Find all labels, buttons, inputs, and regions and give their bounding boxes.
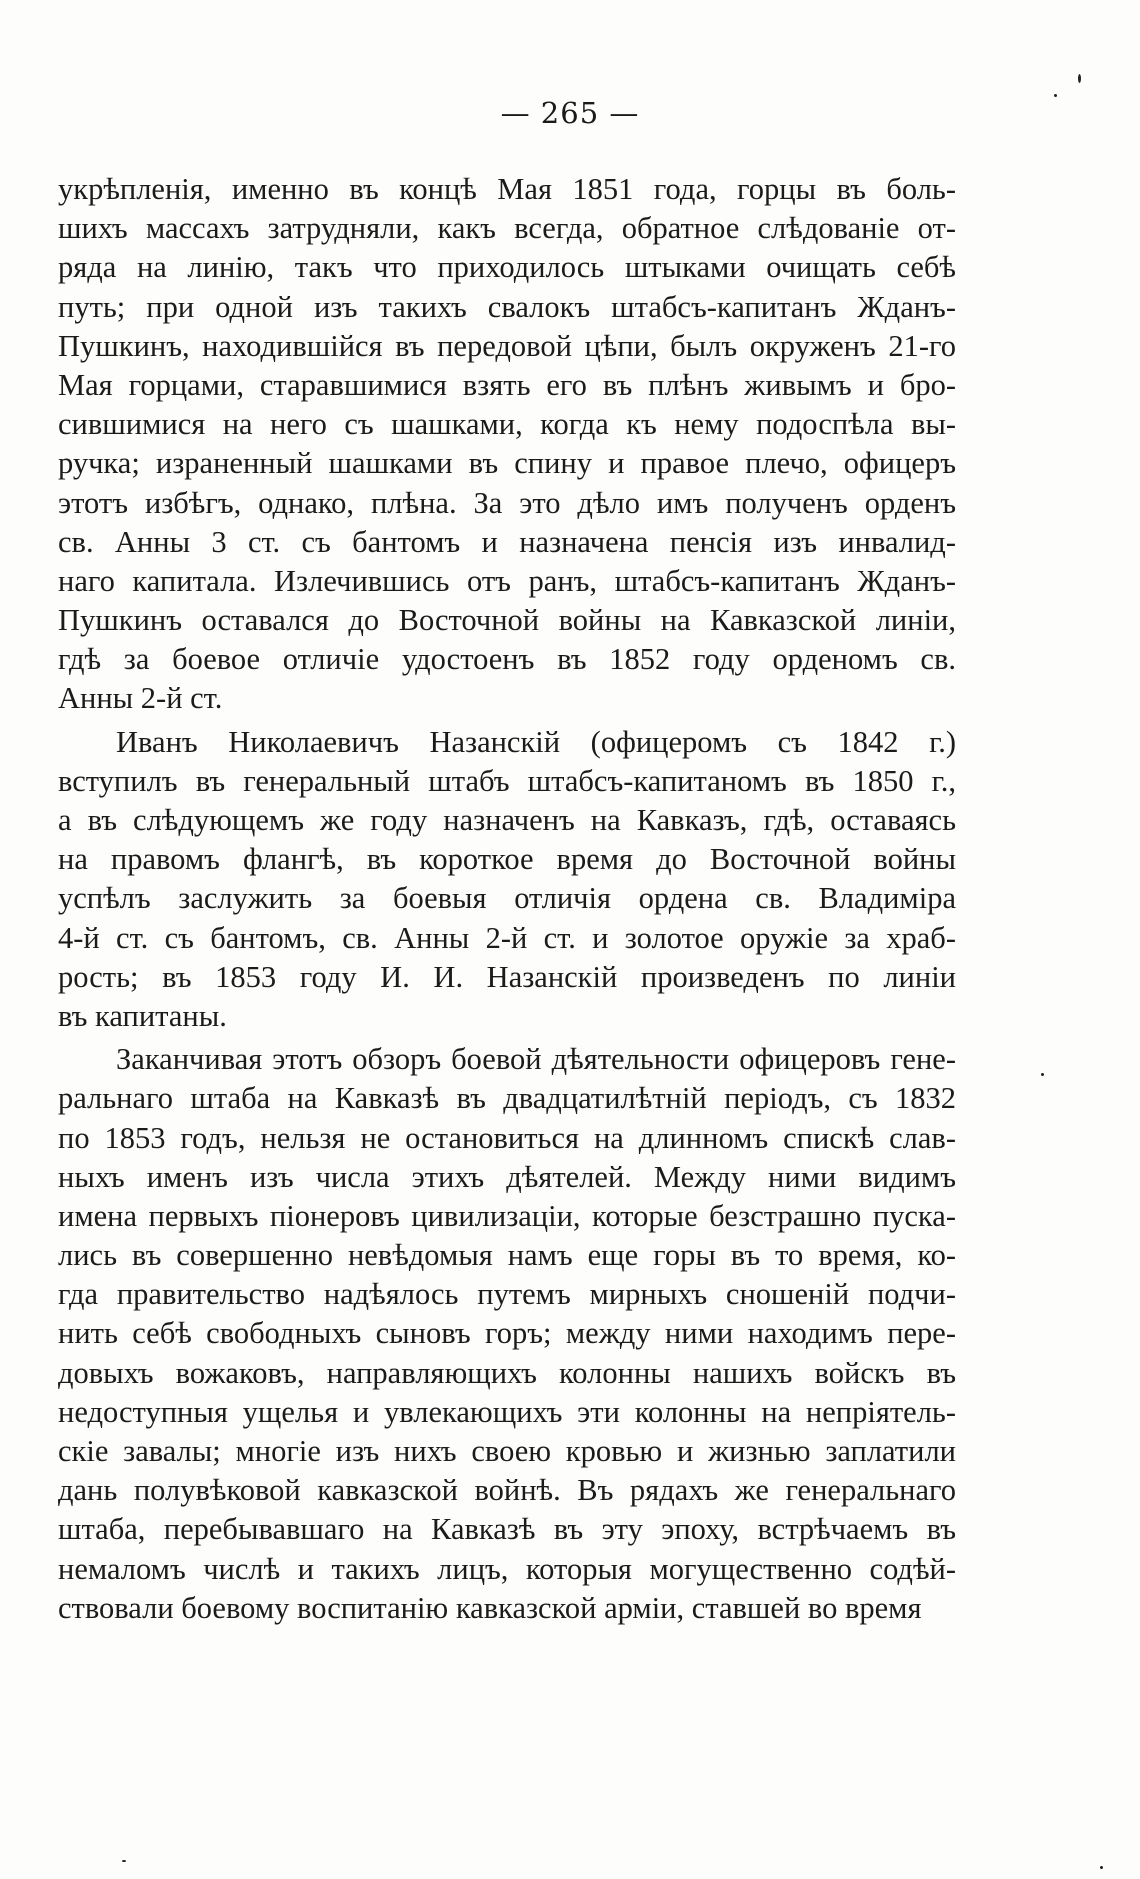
text-line: сившимися на него съ шашками, когда къ нему подоспѣла вы- <box>58 407 956 442</box>
text-line: рость; въ 1853 году И. И. Назанскій произведенъ по линіи <box>58 959 956 994</box>
text-line: Иванъ Николаевичъ Назанскій (офицеромъ съ 1842 г.) <box>116 724 956 759</box>
text-line: штаба, перебывавшаго на Кавказѣ въ эту эпоху, встрѣчаемъ въ <box>58 1512 956 1547</box>
text-line: Заканчивая этотъ обзоръ боевой дѣятельности офицеровъ гене- <box>116 1042 956 1077</box>
text-line: этотъ избѣгъ, однако, плѣна. За это дѣло имъ полученъ орденъ <box>58 485 956 520</box>
paragraph-1 <box>58 170 956 719</box>
text-line: укрѣпленія, именно въ концѣ Мая 1851 года, горцы въ боль- <box>58 172 956 206</box>
text-line: гда правительство надѣялось путемъ мирныхъ сношеній подчи- <box>58 1277 956 1312</box>
text-line: шихъ массахъ затрудняли, какъ всегда, обратное слѣдованіе от- <box>58 211 956 246</box>
page-number: — 265 — <box>500 96 640 130</box>
paragraph-2 <box>58 723 956 1037</box>
scan-speck <box>1041 1073 1044 1076</box>
scan-speck <box>122 1860 126 1862</box>
text-line: дань полувѣковой кавказской войнѣ. Въ рядахъ же генеральнаго <box>58 1473 956 1508</box>
text-line: скіе завалы; многіе изъ нихъ своею кровью и жизнью заплатили <box>58 1434 956 1468</box>
text-line: Анны 2-й ст. <box>58 681 223 716</box>
text-line: ральнаго штаба на Кавказѣ въ двадцатилѣтній періодъ, съ 1832 <box>58 1081 956 1116</box>
text-line: лись въ совершенно невѣдомыя намъ еще горы въ то время, ко- <box>58 1238 956 1273</box>
text-line: въ капитаны. <box>58 998 227 1033</box>
text-line: по 1853 годъ, нельзя не остановиться на длинномъ спискѣ слав- <box>58 1120 956 1155</box>
text-line: ряда на линію, такъ что приходилось штыками очищать себѣ <box>58 250 956 285</box>
text-line: ствовали боевому воспитанію кавказской арміи, ставшей во время <box>58 1590 922 1625</box>
paragraph-3 <box>58 1040 956 1628</box>
scan-speck <box>1078 74 1081 83</box>
text-line: ручка; израненный шашками въ спину и правое плечо, офицеръ <box>58 446 956 481</box>
text-line: довыхъ вожаковъ, направляющихъ колонны нашихъ войскъ въ <box>58 1355 956 1390</box>
text-line: успѣлъ заслужить за боевыя отличія ордена св. Владиміра <box>58 881 956 916</box>
text-line: недоступныя ущелья и увлекающихъ эти колонны на непріятель- <box>58 1394 956 1429</box>
text-line: 4-й ст. съ бантомъ, св. Анны 2-й ст. и золотое оружіе за храб- <box>58 920 956 955</box>
text-line: ныхъ именъ изъ числа этихъ дѣятелей. Между ними видимъ <box>58 1159 956 1194</box>
text-line: на правомъ флангѣ, въ короткое время до Восточной войны <box>58 842 956 877</box>
scan-speck <box>1100 1866 1103 1869</box>
text-line: Пушкинъ, находившійся въ передовой цѣпи, былъ окруженъ 21-го <box>58 328 956 363</box>
text-line: наго капитала. Излечившись отъ ранъ, штабсъ-капитанъ Жданъ- <box>58 563 956 598</box>
text-line: Мая горцами, старавшимися взять его въ плѣнъ живымъ и бро- <box>58 367 956 402</box>
text-line: имена первыхъ піонеровъ цивилизаціи, которые безстрашно пуска- <box>58 1198 956 1233</box>
text-line: путь; при одной изъ такихъ свалокъ штабсъ-капитанъ Жданъ- <box>58 289 956 324</box>
body-text <box>58 170 956 1628</box>
text-line: немаломъ числѣ и такихъ лицъ, которыя могущественно содѣй- <box>58 1551 956 1586</box>
scan-speck <box>1054 94 1057 97</box>
text-line: гдѣ за боевое отличіе удостоенъ въ 1852 году орденомъ св. <box>58 642 956 677</box>
text-line: нить себѣ свободныхъ сыновъ горъ; между ними находимъ пере- <box>58 1316 956 1351</box>
text-line: а въ слѣдующемъ же году назначенъ на Кавказъ, гдѣ, оставаясь <box>58 803 956 837</box>
text-line: Пушкинъ оставался до Восточной войны на Кавказской линіи, <box>58 603 956 638</box>
text-line: вступилъ въ генеральный штабъ штабсъ-капитаномъ въ 1850 г., <box>58 763 956 798</box>
text-line: св. Анны 3 ст. съ бантомъ и назначена пенсія изъ инвалид- <box>58 524 956 559</box>
